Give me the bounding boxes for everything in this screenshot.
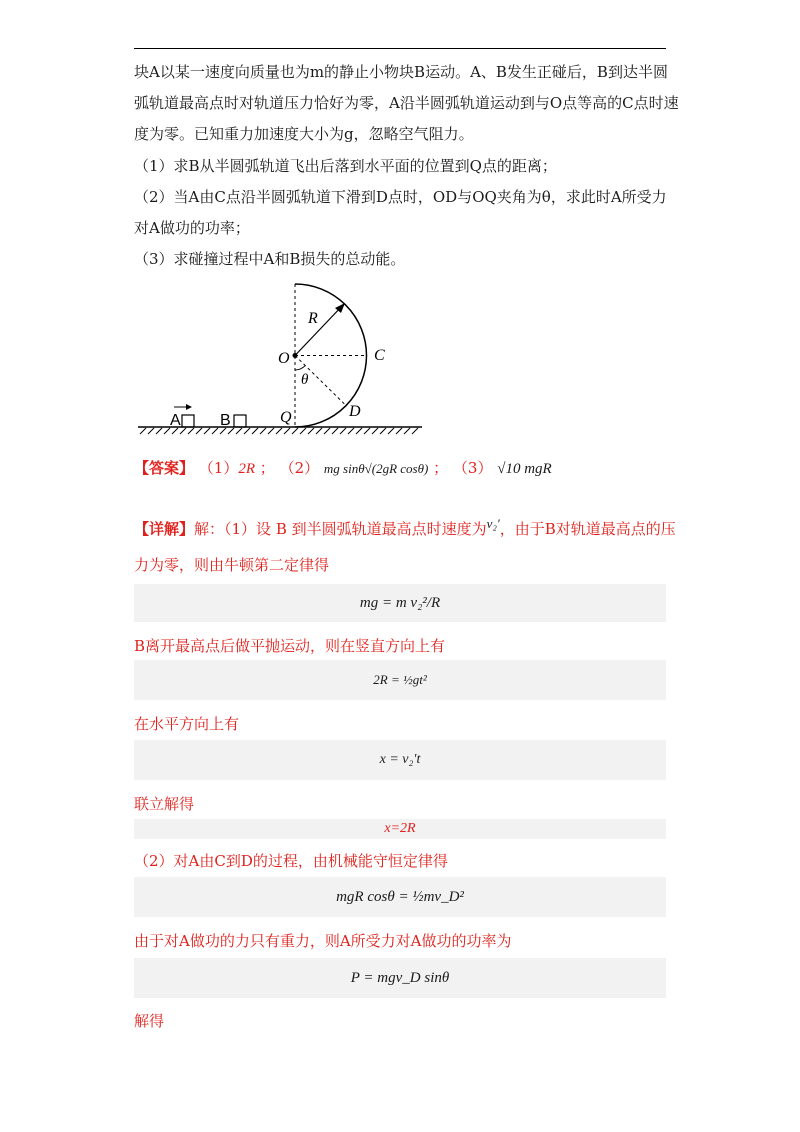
answer-2: mg sinθ√(2gR cosθ) bbox=[323, 461, 429, 476]
solution-text-5: （2）对A由C到D的过程，由机械能守恒定律得 bbox=[134, 852, 448, 870]
physics-diagram bbox=[130, 274, 430, 440]
label-q: Q bbox=[280, 409, 292, 426]
answer-separator-1: ； bbox=[259, 459, 275, 477]
question-2-line-1: （2）当A由C点沿半圆弧轨道下滑到D点时，OD与OQ夹角为θ，求此时A所受力 bbox=[134, 188, 667, 206]
solution-intro-line-1 bbox=[134, 514, 676, 539]
equation-3: x = v₂′t bbox=[379, 752, 421, 767]
equation-4-box bbox=[134, 819, 666, 839]
label-a: A bbox=[170, 412, 181, 429]
header-rule bbox=[134, 48, 666, 49]
label-o: O bbox=[278, 350, 290, 367]
problem-line-1: 块A以某一速度向质量也为m的静止小物块B运动。A、B发生正碰后，B到达半圆 bbox=[134, 63, 668, 81]
equation-1: mg = m v₂²/R bbox=[359, 594, 441, 611]
label-theta: θ bbox=[301, 372, 309, 388]
question-1: （1）求B从半圆弧轨道飞出后落到水平面的位置到Q点的距离； bbox=[134, 157, 557, 175]
theta-arc bbox=[295, 366, 305, 370]
solution-text-4: 联立解得 bbox=[134, 795, 195, 813]
velocity-arrowhead bbox=[186, 404, 192, 410]
equation-1-box bbox=[134, 584, 666, 622]
equation-3-box bbox=[134, 740, 666, 780]
solution-text-6: 由于对A做功的力只有重力，则A所受力对A做功的功率为 bbox=[134, 932, 512, 950]
problem-line-3: 度为零。已知重力加速度大小为g，忽略空气阻力。 bbox=[134, 125, 474, 143]
solution-intro-line-2: 力为零，则由牛顿第二定律得 bbox=[134, 556, 330, 574]
block-a bbox=[182, 415, 194, 427]
radius-line bbox=[295, 305, 343, 356]
answer-1-prefix: （1） bbox=[198, 459, 239, 477]
block-b bbox=[234, 415, 246, 427]
label-c: C bbox=[374, 347, 385, 364]
answer-tag: 【答案】 bbox=[134, 459, 195, 477]
label-r: R bbox=[308, 310, 318, 327]
answer-separator-2: ； bbox=[433, 459, 449, 477]
equation-2-box bbox=[134, 660, 666, 700]
equation-2: 2R = ½gt² bbox=[373, 672, 427, 687]
solution-intro-b: ，由于B对轨道最高点的压 bbox=[499, 520, 676, 538]
label-b: B bbox=[220, 412, 231, 429]
center-point-o bbox=[293, 353, 298, 358]
answer-1: 2R bbox=[238, 461, 256, 477]
velocity-v2-symbol: v₂′ bbox=[486, 516, 500, 531]
question-2-line-2: 对A做功的功率； bbox=[134, 219, 250, 237]
ground-hatching bbox=[140, 428, 418, 434]
equation-6: P = mgv_D sinθ bbox=[350, 969, 450, 986]
solution-text-7: 解得 bbox=[134, 1012, 165, 1030]
question-3: （3）求碰撞过程中A和B损失的总动能。 bbox=[134, 250, 406, 268]
equation-5: mgR cosθ = ½mv_D² bbox=[336, 888, 464, 905]
equation-5-box bbox=[134, 877, 666, 917]
solution-intro-a: 解：（1）设 B 到半圆弧轨道最高点时速度为 bbox=[194, 520, 487, 538]
problem-line-2: 弧轨道最高点时对轨道压力恰好为零，A沿半圆弧轨道运动到与O点等高的C点时速 bbox=[134, 94, 679, 112]
answer-3: √10 mgR bbox=[497, 461, 552, 477]
equation-4: x=2R bbox=[384, 821, 416, 836]
answer-3-prefix: （3） bbox=[452, 459, 493, 477]
answer-line bbox=[134, 458, 552, 479]
answer-2-prefix: （2） bbox=[279, 459, 320, 477]
solution-text-3: 在水平方向上有 bbox=[134, 715, 240, 733]
label-d: D bbox=[349, 403, 361, 420]
solution-text-2: B离开最高点后做平抛运动，则在竖直方向上有 bbox=[134, 637, 446, 655]
equation-6-box bbox=[134, 958, 666, 998]
solution-tag: 【详解】 bbox=[134, 520, 195, 538]
